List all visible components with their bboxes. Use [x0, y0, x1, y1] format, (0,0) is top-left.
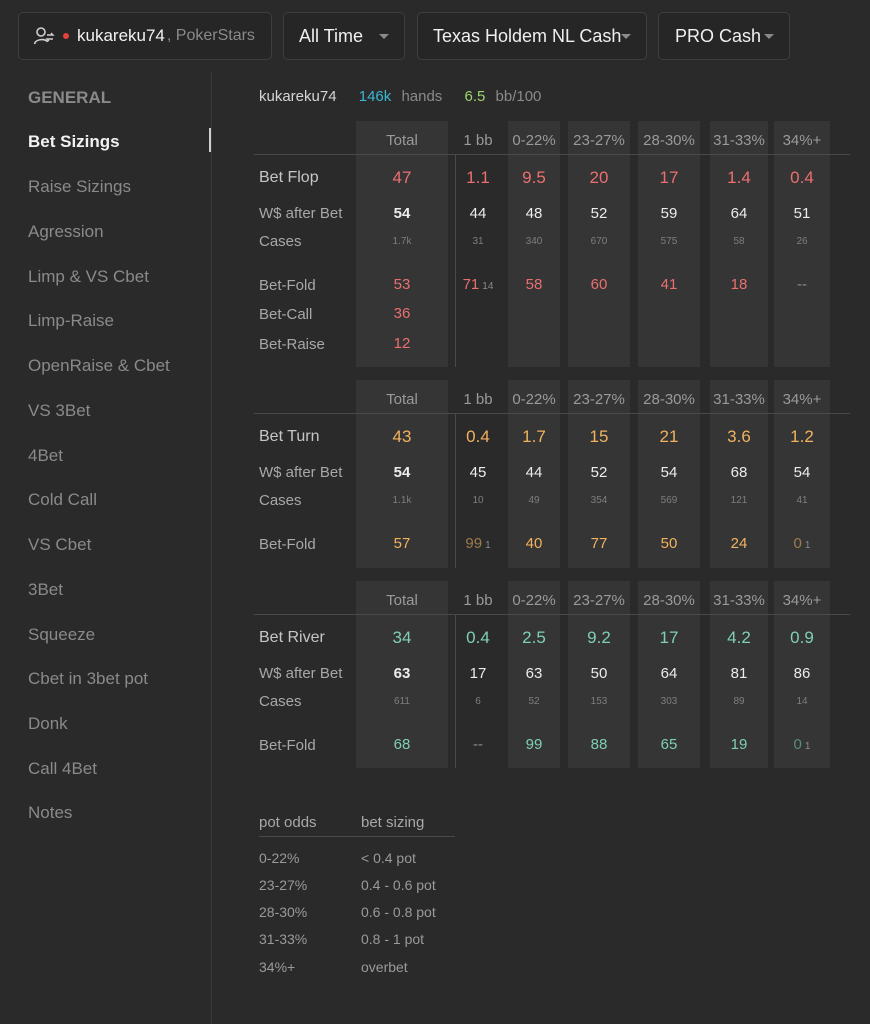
row-label-bet-raise: Bet-Raise	[259, 336, 325, 353]
row-label-wsd: W$ after Bet	[259, 205, 343, 222]
wsd-value: 48	[525, 205, 543, 222]
cases-value: 354	[590, 495, 608, 506]
wsd-value: 44	[525, 464, 543, 481]
column-header: 0-22%	[512, 391, 556, 408]
bet-fold-sample: 1	[804, 540, 811, 551]
row-label-main: Bet River	[259, 629, 325, 646]
sidebar-item-agression[interactable]: Agression	[28, 222, 104, 241]
winrate-value: 6.5	[464, 88, 486, 105]
user-switch-icon	[33, 25, 55, 47]
column-header: 34%+	[782, 592, 822, 609]
column-header: 31-33%	[713, 592, 765, 609]
wsd-value: 51	[793, 205, 811, 222]
status-dot-icon	[63, 33, 69, 39]
wsd-value: 54	[393, 464, 411, 481]
cases-value: 121	[730, 495, 748, 506]
legend-odds: 23-27%	[259, 877, 308, 893]
wsd-value: 63	[525, 665, 543, 682]
bet-fold-value: 71 14	[462, 276, 494, 293]
row-label-bet-fold: Bet-Fold	[259, 277, 316, 294]
cases-value: 58	[733, 236, 745, 247]
row-label-cases: Cases	[259, 693, 302, 710]
wsd-value: 63	[393, 665, 411, 682]
sidebar-item-cold-call[interactable]: Cold Call	[28, 490, 97, 509]
cases-value: 611	[394, 696, 410, 707]
cases-value: 303	[660, 696, 678, 707]
stat-value: 9.2	[587, 628, 611, 647]
wsd-value: 59	[660, 205, 678, 222]
cases-value: 14	[796, 696, 808, 707]
bet-fold-value: 41	[660, 276, 678, 293]
bet-fold-value: 50	[660, 535, 678, 552]
column-header: 31-33%	[713, 391, 765, 408]
column-header: Total	[386, 592, 418, 609]
hands-count: 146k	[358, 88, 392, 105]
pool-value: PRO Cash	[675, 25, 762, 46]
cases-value: 89	[733, 696, 745, 707]
winrate-label: bb/100	[495, 88, 542, 105]
wsd-value: 64	[730, 205, 748, 222]
legend-header-sizing: bet sizing	[361, 814, 425, 831]
cases-value: 10	[472, 495, 484, 506]
active-indicator	[209, 128, 211, 152]
period-value: All Time	[299, 25, 364, 46]
stat-value: 0.4	[466, 628, 490, 647]
cases-value: 52	[528, 696, 540, 707]
bet-fold-value: 99	[525, 736, 543, 753]
column-header: 34%+	[782, 132, 822, 149]
bet-fold-value: 53	[393, 276, 411, 293]
bet-fold-value: 18	[730, 276, 748, 293]
bet-fold-value: --	[797, 276, 807, 293]
bet-fold-value: 40	[525, 535, 543, 552]
bet-fold-value: 24	[730, 535, 748, 552]
legend-odds: 31-33%	[259, 931, 308, 947]
wsd-value: 52	[590, 205, 608, 222]
bet-fold-value: 77	[590, 535, 608, 552]
cases-value: 569	[660, 495, 678, 506]
sidebar-item-vs-3bet[interactable]: VS 3Bet	[28, 401, 91, 420]
row-label-cases: Cases	[259, 233, 302, 250]
sidebar-header: GENERAL	[28, 88, 112, 107]
column-header: 1 bb	[463, 391, 493, 408]
wsd-value: 54	[393, 205, 411, 222]
legend-divider	[259, 836, 455, 837]
stat-value: 17	[659, 628, 679, 647]
column-header: 23-27%	[573, 132, 625, 149]
column-header: 31-33%	[713, 132, 765, 149]
legend-sizing: 0.8 - 1 pot	[361, 931, 425, 947]
sidebar-item-limp-vs-cbet[interactable]: Limp & VS Cbet	[28, 267, 149, 286]
column-header: 0-22%	[512, 592, 556, 609]
stat-value: 43	[392, 427, 412, 446]
wsd-value: 54	[793, 464, 811, 481]
bet-fold-value: 19	[730, 736, 748, 753]
wsd-value: 45	[469, 464, 487, 481]
chevron-down-icon	[378, 30, 390, 42]
sidebar-item-notes[interactable]: Notes	[28, 803, 73, 822]
cases-value: 26	[796, 236, 808, 247]
sidebar-item-vs-cbet[interactable]: VS Cbet	[28, 535, 92, 554]
row-label-main: Bet Flop	[259, 169, 319, 186]
column-header: 1 bb	[463, 592, 493, 609]
row-label-wsd: W$ after Bet	[259, 665, 343, 682]
stat-value: 1.1	[466, 168, 490, 187]
bet-fold-value: 68	[393, 736, 411, 753]
column-header: 1 bb	[463, 132, 493, 149]
hands-label: hands	[401, 88, 443, 105]
wsd-value: 64	[660, 665, 678, 682]
bet-raise-value: 12	[393, 335, 411, 352]
chevron-down-icon	[620, 30, 632, 42]
cases-value: 6	[475, 696, 481, 707]
cases-value: 41	[796, 495, 808, 506]
header-divider	[254, 154, 850, 155]
cases-value: 340	[525, 236, 543, 247]
stat-value: 0.9	[790, 628, 814, 647]
sidebar-item-cbet-3bet-pot[interactable]: Cbet in 3bet pot	[28, 669, 149, 688]
wsd-value: 17	[469, 665, 487, 682]
bet-fold-value: 58	[525, 276, 543, 293]
sidebar-item-squeeze[interactable]: Squeeze	[28, 625, 96, 644]
bet-fold-sample: 14	[482, 281, 494, 292]
row-label-cases: Cases	[259, 492, 302, 509]
player-site: , PokerStars	[166, 27, 255, 44]
wsd-value: 68	[730, 464, 748, 481]
row-label-wsd: W$ after Bet	[259, 464, 343, 481]
stat-value: 2.5	[522, 628, 546, 647]
wsd-value: 44	[469, 205, 487, 222]
sidebar-item-call-4bet[interactable]: Call 4Bet	[28, 759, 97, 778]
row-label-main: Bet Turn	[259, 428, 320, 445]
bet-fold-value: 0 1	[793, 736, 811, 753]
column-header: Total	[386, 132, 418, 149]
sidebar-item-openraise-cbet[interactable]: OpenRaise & Cbet	[28, 356, 170, 375]
legend-odds: 34%+	[259, 959, 296, 975]
sidebar-item-donk[interactable]: Donk	[28, 714, 68, 733]
game-dropdown[interactable]	[417, 12, 647, 60]
cases-value: 575	[660, 236, 678, 247]
legend-sizing: 0.4 - 0.6 pot	[361, 877, 436, 893]
bet-fold-value: --	[473, 736, 483, 753]
pool-dropdown[interactable]	[658, 12, 790, 60]
player-name: kukareku74	[77, 26, 165, 45]
stat-value: 47	[392, 168, 412, 187]
legend-odds: 28-30%	[259, 904, 308, 920]
legend-sizing: 0.6 - 0.8 pot	[361, 904, 436, 920]
row-label-bet-call: Bet-Call	[259, 306, 313, 323]
bet-fold-value: 57	[393, 535, 411, 552]
bet-fold-value: 60	[590, 276, 608, 293]
column-header: 28-30%	[643, 391, 695, 408]
column-header: 23-27%	[573, 391, 625, 408]
header-divider	[254, 614, 850, 615]
cases-value: 31	[472, 236, 484, 247]
cases-value: 153	[590, 696, 608, 707]
player-summary	[259, 88, 541, 105]
legend-sizing: < 0.4 pot	[361, 850, 416, 866]
column-header: 23-27%	[573, 592, 625, 609]
sidebar-item-3bet[interactable]: 3Bet	[28, 580, 63, 599]
stat-value: 1.4	[727, 168, 751, 187]
header-divider	[254, 413, 850, 414]
stat-value: 17	[659, 168, 679, 187]
stat-value: 3.6	[727, 427, 751, 446]
legend-odds: 0-22%	[259, 850, 300, 866]
bet-fold-value: 0 1	[793, 535, 811, 552]
row-label-bet-fold: Bet-Fold	[259, 737, 316, 754]
wsd-value: 81	[730, 665, 748, 682]
sidebar	[0, 72, 212, 1024]
top-bar	[0, 0, 870, 72]
wsd-value: 54	[660, 464, 678, 481]
stat-value: 4.2	[727, 628, 751, 647]
column-header: 28-30%	[643, 592, 695, 609]
bet-fold-value: 99 1	[465, 535, 491, 552]
bet-fold-sample: 1	[485, 540, 491, 551]
stat-value: 1.2	[790, 427, 814, 446]
legend-header-odds: pot odds	[259, 814, 317, 831]
stat-value: 21	[659, 427, 679, 446]
bet-fold-value: 88	[590, 736, 608, 753]
summary-player-name: kukareku74	[259, 88, 337, 105]
chevron-down-icon	[763, 30, 775, 42]
stat-value: 15	[589, 427, 609, 446]
cases-value: 1.7k	[392, 236, 412, 247]
player-selector[interactable]	[18, 12, 272, 60]
wsd-value: 86	[793, 665, 811, 682]
bet-fold-sample: 1	[804, 741, 811, 752]
stat-value: 0.4	[466, 427, 490, 446]
legend-sizing: overbet	[361, 959, 408, 975]
stat-value: 34	[392, 628, 412, 647]
sidebar-item-raise-sizings[interactable]: Raise Sizings	[28, 177, 131, 196]
stat-value: 9.5	[522, 168, 546, 187]
stat-value: 1.7	[522, 427, 546, 446]
sidebar-item-4bet[interactable]: 4Bet	[28, 446, 63, 465]
cases-value: 1.1k	[392, 495, 412, 506]
sidebar-item-limp-raise[interactable]: Limp-Raise	[28, 311, 114, 330]
bet-call-value: 36	[393, 305, 411, 322]
sidebar-item-bet-sizings[interactable]: Bet Sizings	[28, 132, 120, 151]
column-header: 28-30%	[643, 132, 695, 149]
column-header: 34%+	[782, 391, 822, 408]
wsd-value: 50	[590, 665, 608, 682]
period-dropdown[interactable]	[283, 12, 405, 60]
stat-value: 0.4	[790, 168, 814, 187]
column-header: Total	[386, 391, 418, 408]
stat-value: 20	[589, 168, 609, 187]
cases-value: 670	[590, 236, 608, 247]
cases-value: 49	[528, 495, 540, 506]
game-value: Texas Holdem NL Cash	[433, 25, 622, 46]
bet-fold-value: 65	[660, 736, 678, 753]
row-label-bet-fold: Bet-Fold	[259, 536, 316, 553]
wsd-value: 52	[590, 464, 608, 481]
column-header: 0-22%	[512, 132, 556, 149]
